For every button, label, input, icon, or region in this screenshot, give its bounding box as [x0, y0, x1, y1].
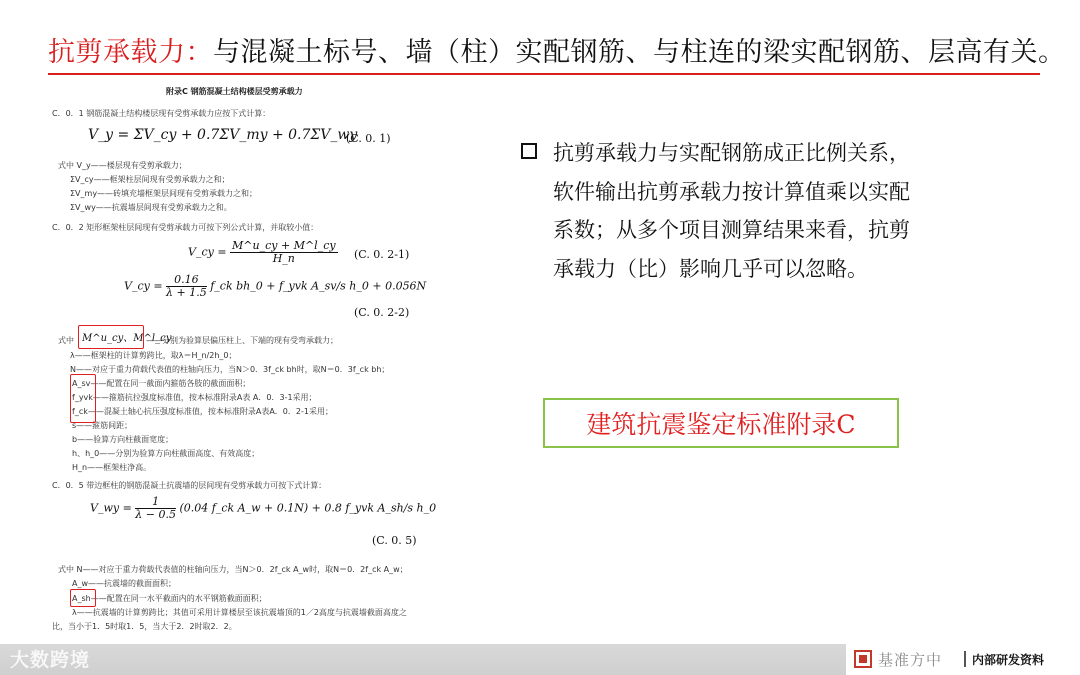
c01-equation-number: (C. 0. 1)	[346, 132, 391, 145]
c05-formula	[90, 496, 436, 521]
formula-lhs: V_cy =	[188, 245, 227, 259]
c02-definition: N——对应于重力荷载代表值的柱轴向压力，当N＞0．3f_ck bh时，取N＝0．3f_ck bh；	[70, 365, 390, 374]
c02-intro: C．0．2 矩形框架柱层间现有受剪承载力可按下列公式计算，并取较小值：	[52, 223, 319, 232]
c02-definition: ——分别为验算层偏压柱上、下端的现有受弯承载力；	[146, 336, 338, 345]
c01-definition: ΣV_wy——抗震墙层间现有受剪承载力之和。	[70, 203, 232, 212]
formula-lhs: V_wy =	[90, 501, 132, 515]
c01-definition: ΣV_cy——框架柱层间现有受剪承载力之和；	[70, 175, 230, 184]
fraction-denominator: λ − 0.5	[135, 508, 176, 522]
fraction-numerator: 0.16	[166, 274, 207, 287]
bullet-point: 抗剪承载力与实配钢筋成正比例关系，软件输出抗剪承载力按计算值乘以实配系数；从多个项目测算结果来看，抗剪承载力（比）影响几乎可以忽略。	[553, 141, 910, 281]
c01-definition: ΣV_my——砖填充墙框架层间现有受剪承载力之和；	[70, 189, 258, 198]
c05-definition: 式中 N——对应于重力荷载代表值的柱轴向压力，当N＞0．2f_ck A_w时，取N＝0．2f_ck A_w；	[58, 565, 408, 574]
title-description: 与混凝土标号、墙（柱）实配钢筋、与柱连的梁实配钢筋、层高有关。	[213, 37, 1066, 68]
c02-definition: s——箍筋间距；	[72, 421, 133, 430]
highlight-box-steel-params	[70, 374, 96, 423]
c02-formula-1	[188, 240, 338, 265]
c02-definition-prefix: 式中	[58, 336, 74, 345]
title-underline	[48, 73, 1040, 75]
c05-equation-number: (C. 0. 5)	[372, 534, 417, 547]
formula-fraction	[135, 496, 176, 521]
highlight-box-moment	[78, 325, 144, 349]
fraction-denominator: H_n	[272, 252, 295, 266]
c01-definition: 式中 V_y——楼层现有受剪承载力；	[58, 161, 187, 170]
c05-intro: C．0．5 带边框柱的钢筋混凝土抗震墙的层间现有受剪承载力可按下式计算：	[52, 481, 327, 490]
c05-definition: A_w——抗震墙的截面面积；	[72, 579, 177, 588]
c02-equation-number-2: (C. 0. 2-2)	[354, 306, 410, 319]
moment-symbols: M^u_cy、M^l_cy	[82, 333, 172, 344]
internal-label: 内部研发资料	[972, 653, 1045, 667]
formula-fraction	[230, 240, 338, 265]
c05-definition: λ——抗震墙的计算剪跨比；其值可采用计算楼层至该抗震墙顶的1／2高度与抗震墙截面高度之	[72, 608, 407, 617]
c01-formula: V_y = ΣV_cy + 0.7ΣV_my + 0.7ΣV_wy	[88, 127, 358, 143]
c01-intro: C．0．1 钢筋混凝土结构楼层现有受剪承载力应按下式计算：	[52, 109, 271, 118]
formula-lhs: V_cy =	[124, 279, 163, 293]
c05-definition: 比，当小于1．5时取1．5，当大于2．2时取2．2。	[52, 622, 237, 631]
fraction-denominator: λ + 1.5	[166, 286, 207, 300]
fraction-numerator: M^u_cy + M^l_cy	[232, 239, 336, 252]
formula-rest: (0.04 f_ck A_w + 0.1N) + 0.8 f_yvk A_sh/s h_0	[179, 501, 437, 515]
formula-fraction	[166, 274, 207, 299]
company-footer	[846, 642, 1080, 675]
formula-rest: f_ck bh_0 + f_yvk A_sv/s h_0 + 0.056N	[210, 279, 427, 293]
fraction-numerator: 1	[135, 496, 176, 509]
c02-definition: b——验算方向柱截面宽度；	[72, 435, 174, 444]
c02-definition: H_n——框架柱净高。	[72, 463, 152, 472]
reference-callout: 建筑抗震鉴定标准附录C	[543, 398, 899, 448]
slide-title	[48, 30, 1066, 69]
appendix-heading: 附录C 钢筋混凝土结构楼层受剪承载力	[166, 87, 303, 96]
standard-appendix-excerpt	[48, 82, 466, 638]
c05-definition: A_sh——配置在同一水平截面内的水平钢筋截面面积；	[72, 594, 267, 603]
c02-definition: λ——框架柱的计算剪跨比，取λ＝H_n/2h_0；	[70, 351, 237, 360]
square-bullet-icon	[521, 143, 537, 159]
c02-formula-2	[124, 274, 426, 299]
highlight-box-ash	[70, 589, 96, 607]
c02-equation-number-1: (C. 0. 2-1)	[354, 248, 410, 261]
c02-definition: f_yvk——箍筋抗拉强度标准值，按本标准附录A表 A．0．3-1采用；	[72, 393, 317, 402]
title-keyword: 抗剪承载力：	[48, 37, 213, 68]
c02-definition: A_sv——配置在同一截面内箍筋各肢的截面面积；	[72, 379, 251, 388]
footer-divider	[964, 651, 966, 667]
c02-definition: h、h_0——分别为验算方向柱截面高度、有效高度；	[72, 449, 260, 458]
company-name: 基准方中	[878, 651, 943, 669]
watermark: 大数跨境	[10, 649, 91, 671]
company-logo-icon	[854, 650, 872, 668]
c02-definition: f_ck——混凝土轴心抗压强度标准值，按本标准附录A表A．0．2-1采用；	[72, 407, 333, 416]
